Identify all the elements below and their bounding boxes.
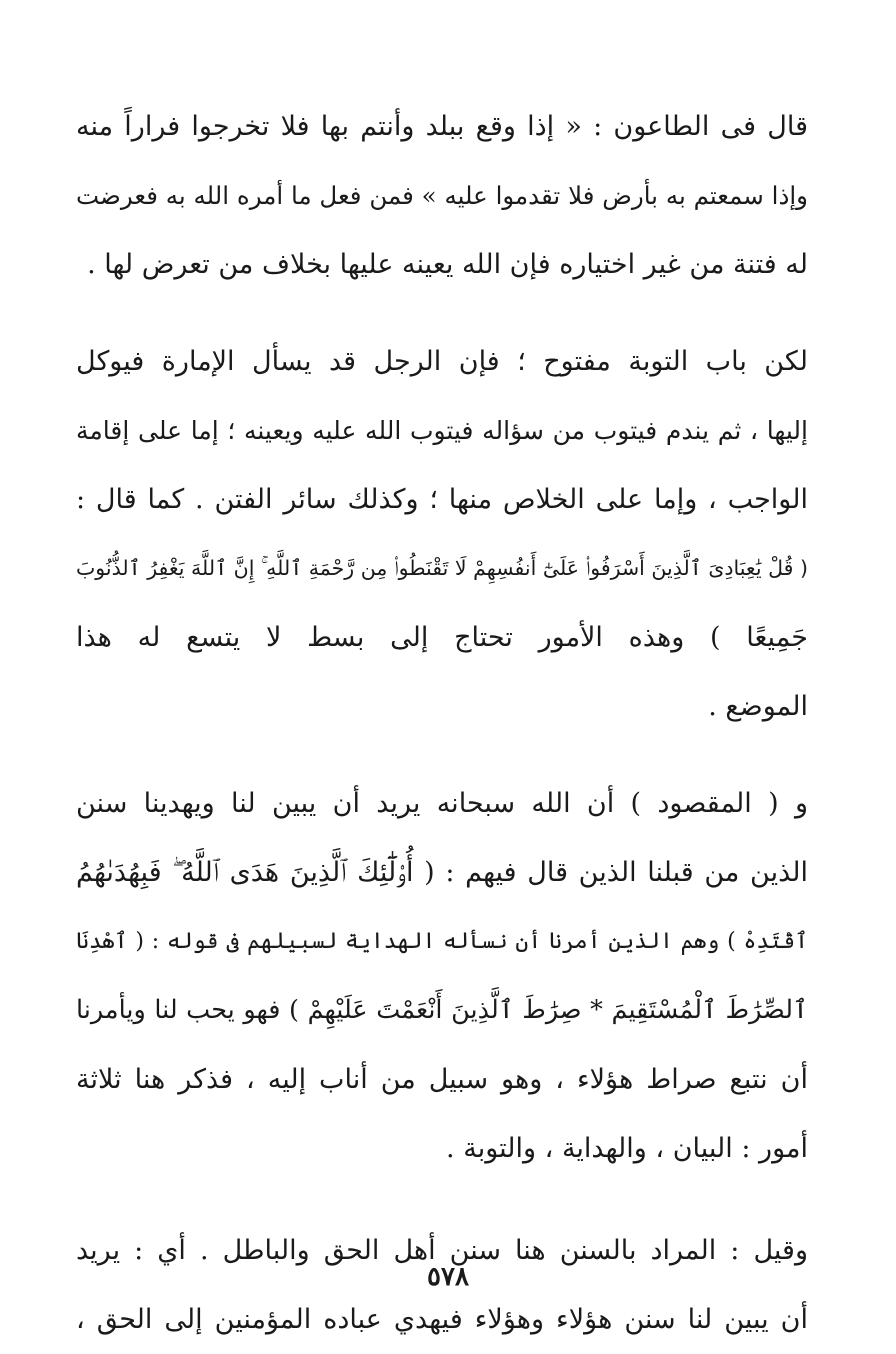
paragraph-gap [76,1183,808,1216]
paragraph-gap [76,741,808,769]
page-number: ٥٧٨ [427,1262,469,1292]
text-line: لكن باب التوبة مفتوح ؛ فإن الرجل قد يسأل الإمارة فيوكل [76,346,808,377]
text-line: الواجب ، وإما على الخلاص منها ؛ وكذلك سائر الفتن . كما قال : [76,484,808,515]
paragraph-repentance [76,327,808,741]
text-line: أن نتبع صراط هؤلاء ، وهو سبيل من أناب إليه ، فذكر هنا ثلاثة [76,1064,808,1095]
text-line: الذين من قبلنا الذين قال فيهم : ( أُو۟لَٰٓئِكَ ٱلَّذِينَ هَدَى ٱللَّهُ ۖ فَبِهُدَىٰهُمُ [76,857,808,888]
text-line: أن يبين لنا سنن هؤلاء وهؤلاء فيهدي عباده المؤمنين إلى الحق ، [76,1304,808,1335]
quran-verse-line: ( قُلْ يَٰعِبَادِىَ ٱلَّذِينَ أَسْرَفُوا۟ عَلَىٰٓ أَنفُسِهِمْ لَا تَقْنَطُوا۟ مِن رَّحْمَةِ ٱللَّهِ ۚ إِنَّ ٱللَّهَ يَغْفِرُ ٱلذُّنُوبَ [76,556,808,580]
text-line: له فتنة من غير اختياره فإن الله يعينه عليها بخلاف من تعرض لها . [87,249,808,280]
text-line: قال فى الطاعون : « إذا وقع ببلد وأنتم بها فلا تخرجوا فراراً منه [76,111,808,142]
text-line: ٱلصِّرَٰطَ ٱلْمُسْتَقِيمَ * صِرَٰطَ ٱلَّذِينَ أَنْعَمْتَ عَلَيْهِمْ ) فهو يحب لنا ويأمرنا [76,995,808,1025]
paragraph-plague [76,92,808,299]
text-line: وإذا سمعتم به بأرض فلا تقدموا عليه » فمن فعل ما أمره الله به فعرضت [76,181,808,210]
text-line: و ( المقصود ) أن الله سبحانه يريد أن يبين لنا ويهدينا سنن [76,788,808,819]
page-body [76,92,808,1354]
text-line: أمور : البيان ، والهداية ، والتوبة . [446,1133,808,1164]
paragraph-purpose [76,769,808,1183]
text-line: ٱقْتَدِهْ ) وهم الذين أمرنا أن نسأله الهداية لسبيلهم فى قوله : ( ٱهْدِنَا [76,929,808,954]
paragraph-gap [76,299,808,327]
text-line: جَمِيعًا ) وهذه الأمور تحتاج إلى بسط لا يتسع له هذا [76,622,808,653]
text-line: إليها ، ثم يندم فيتوب من سؤاله فيتوب الله عليه ويعينه ؛ إما على إقامة [76,416,808,445]
text-line: وقيل : المراد بالسنن هنا سنن أهل الحق والباطل . أي : يريد [76,1235,808,1266]
text-line: الموضع . [708,691,808,722]
